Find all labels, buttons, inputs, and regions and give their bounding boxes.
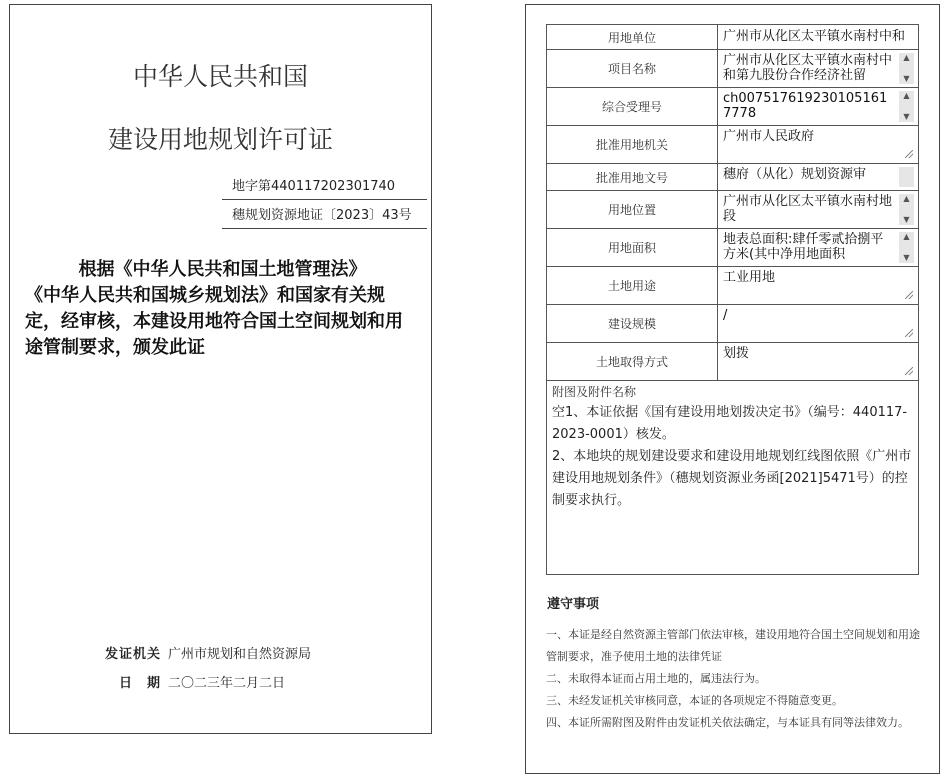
scroll-down-icon[interactable]: ▼ — [903, 253, 910, 262]
acquisition-method-field[interactable]: 划拨 — [723, 346, 750, 361]
attachments-text: 空1、本证依据《国有建设用地划拨决定书》（编号：440117-2023-0001）核发。 2、本地块的规划建设要求和建设用地规划红线图依照《广州市建设用地规划条件》（穗规划资源业务函[2021]5471号）的控制要求执行。 — [552, 405, 912, 508]
issuance-statement — [25, 257, 420, 361]
scrollbar[interactable] — [899, 167, 914, 187]
scroll-spinner[interactable] — [899, 53, 914, 84]
land-info-table — [546, 24, 919, 575]
note-item: 一、本证是经自然资源主管部门依法审核，建设用地符合国土空间规划和用途管制要求，准予使用土地的法律凭证 — [546, 628, 920, 663]
table-row — [547, 229, 918, 267]
attachments-label: 附图及附件名称 — [552, 385, 637, 399]
row-label-land-location: 用地位置 — [547, 191, 718, 228]
scroll-up-icon[interactable]: ▲ — [903, 53, 910, 62]
row-label-approval-document: 批准用地文号 — [547, 164, 718, 190]
table-row — [547, 88, 918, 126]
row-label-acceptance-number: 综合受理号 — [547, 88, 718, 125]
table-row — [547, 191, 918, 229]
resize-handle-icon[interactable] — [905, 291, 913, 299]
issuer-value: 广州市规划和自然资源局 — [168, 647, 312, 662]
land-use-field[interactable]: 工业用地 — [723, 270, 776, 285]
table-row — [547, 164, 918, 191]
table-row — [547, 50, 918, 88]
land-unit-field[interactable]: 广州市从化区太平镇水南村中和 — [723, 29, 906, 44]
scroll-spinner[interactable] — [899, 91, 914, 122]
approval-document-field[interactable]: 穗府（从化）规划资源审 — [723, 167, 867, 182]
table-row — [547, 25, 918, 50]
document-number: 穗规划资源地证〔2023〕43号 — [222, 200, 427, 229]
row-label-project-name: 项目名称 — [547, 50, 718, 87]
table-row — [547, 343, 918, 381]
issuer-label: 发证机关 — [104, 647, 161, 662]
row-label-land-area: 用地面积 — [547, 229, 718, 266]
scroll-spinner[interactable] — [899, 232, 914, 263]
table-row — [547, 305, 918, 343]
scroll-up-icon[interactable]: ▲ — [903, 91, 910, 100]
scroll-up-icon[interactable]: ▲ — [903, 194, 910, 203]
note-item: 四、本证所需附图及附件由发证机关依法确定，与本证具有同等法律效力。 — [546, 716, 909, 729]
scroll-spinner[interactable] — [899, 194, 914, 225]
notes-title: 遵守事项 — [547, 597, 600, 612]
table-row — [547, 126, 918, 164]
certificate-title: 建设用地规划许可证 — [107, 125, 333, 154]
resize-handle-icon[interactable] — [905, 150, 913, 158]
resize-handle-icon[interactable] — [905, 367, 913, 375]
row-label-land-use: 土地用途 — [547, 267, 718, 304]
table-row — [547, 267, 918, 305]
date-label: 日 期 — [118, 676, 161, 691]
project-name-field[interactable]: 广州市从化区太平镇水南村中和第九股份合作经济社留 — [723, 53, 893, 83]
statement-first-line: 根据《中华人民共和国土地管理法》 — [78, 259, 367, 280]
row-label-approving-authority: 批准用地机关 — [547, 126, 718, 163]
note-item: 三、未经发证机关审核同意，本证的各项规定不得随意变更。 — [546, 694, 843, 707]
acceptance-number-field[interactable]: ch007517619230105161 7778 — [723, 91, 892, 121]
resize-handle-icon[interactable] — [905, 329, 913, 337]
certificate-cover-page — [9, 4, 432, 734]
row-label-land-unit: 用地单位 — [547, 25, 718, 49]
statement-body: 《中华人民共和国城乡规划法》和国家有关规定，经审核，本建设用地符合国土空间规划和用途管制要求，颁发此证 — [25, 285, 403, 358]
row-label-acquisition-method: 土地取得方式 — [547, 343, 718, 380]
land-location-field[interactable]: 广州市从化区太平镇水南村地段 — [723, 194, 893, 224]
scroll-up-icon[interactable]: ▲ — [903, 232, 910, 241]
certificate-detail-page — [525, 4, 940, 774]
certificate-number-block — [222, 171, 427, 229]
attachments-section — [547, 381, 918, 574]
scroll-down-icon[interactable]: ▼ — [903, 74, 910, 83]
scroll-down-icon[interactable]: ▼ — [903, 215, 910, 224]
date-value: 二〇二三年二月二日 — [168, 676, 286, 691]
row-label-construction-scale: 建设规模 — [547, 305, 718, 342]
approving-authority-field[interactable]: 广州市人民政府 — [723, 129, 815, 144]
notes-list — [546, 624, 924, 734]
scroll-down-icon[interactable]: ▼ — [903, 112, 910, 121]
country-name: 中华人民共和国 — [132, 62, 308, 91]
certificate-number: 地字第440117202301740 — [222, 171, 427, 200]
land-area-field[interactable]: 地表总面积:肆仟零贰拾捌平方米(其中净用地面积 — [723, 232, 884, 262]
note-item: 二、未取得本证而占用土地的，属违法行为。 — [546, 672, 766, 685]
construction-scale-field[interactable]: / — [723, 308, 728, 323]
